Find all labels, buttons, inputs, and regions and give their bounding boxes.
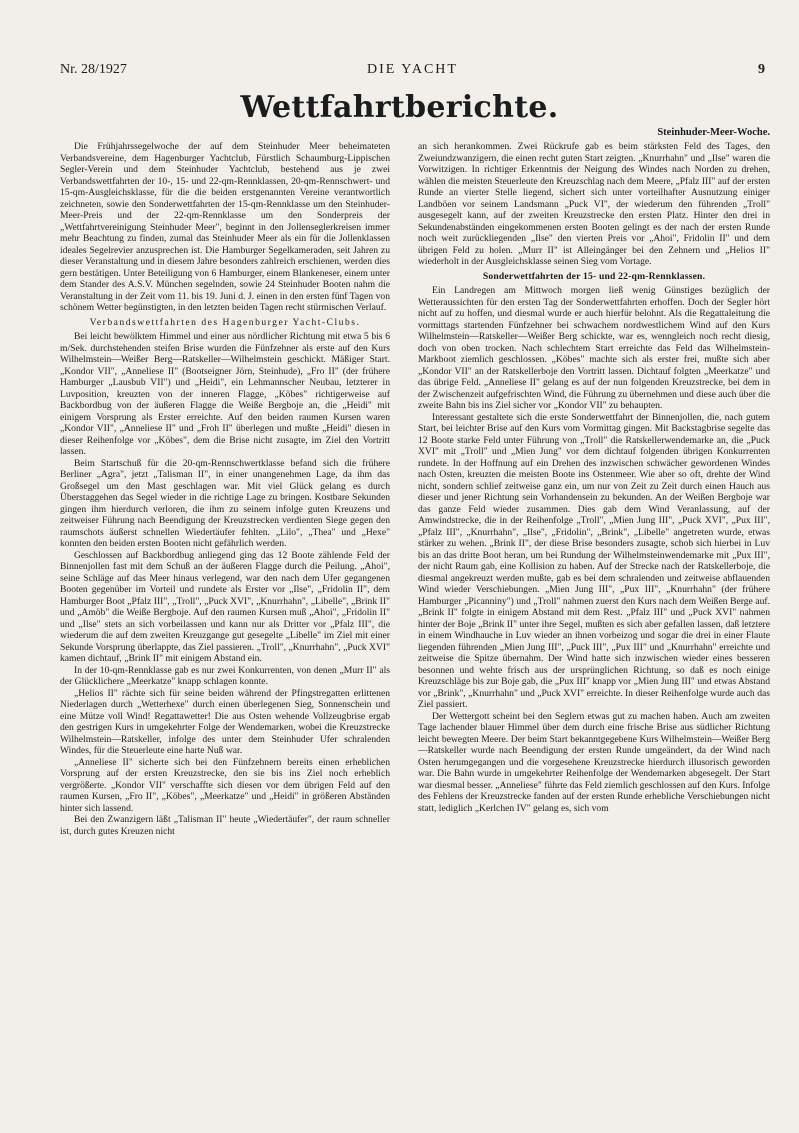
paragraph: Ein Landregen am Mittwoch morgen ließ wenig Günstiges bezüglich der Wetteraussichten für den ersten Tag der Sonderwettfahrten erhoffen. Doch der Segler hört nicht auf zu hoffen, und diesmal wurde er auch hierfür belohnt. Als die Regattaleitung die vormittags startenden Fünfzehner bei schwachem nordwestlichem Wind auf den Kurs Wilhelmstein—Ratskeller—Weißer Berg schickte, war es, wenngleich noch recht diesig, doch von oben trocken. Nach schlechtem Start erreichte das Feld das Wilhelmstein-Markboot ziemlich geschlossen. „Köbes" machte sich als erster frei, mußte sich aber „Kondor VII" an der Ratskellerboje den Vortritt lassen. Dichtauf folgten „Meerkatze" und das übrige Feld. „Anneliese II" gelang es auf der nun folgenden Kreuzstrecke, bei dem in der Zwischenzeit aufgefrischten Wind, die Führung zu übernehmen und diese auch über die zweite Bahn bis ins Ziel sicher vor „Kondor VII" zu behaupten. [418,285,770,411]
section-heading: Sonderwettfahrten der 15- und 22-qm-Rennklassen. [482,270,706,282]
paragraph: Bei den Zwanzigern läßt „Talisman II" heute „Wiedertäufer", der raum schneller ist, durch gutes Kreuzen nicht [60,814,390,837]
paragraph: In der 10-qm-Rennklasse gab es nur zwei Konkurrenten, von denen „Murr II" als der Glücklichere „Meerkatze" knapp schlagen konnte. [60,664,390,687]
running-header [60,62,765,82]
paragraph: „Helios II" rächte sich für seine beiden während der Pfingstregatten erlittenen Niederlagen durch „Wetterhexe" durch einen überlegenen Sieg, Sonnenschein und eine Mütze voll Wind! Regattawetter! Die aus Osten wehende Vollzeugbrise ergab den gestrigen Kurs in umgekehrter Folge der Wendemarken, wobei die Kreuzstrecke Wilhelmstein—Ratskeller, infolge des unter dem Steinhuder Ufer schralenden Windes, für die Steuerleute eine harte Nuß war. [60,687,390,756]
left-column [60,141,390,1101]
article-subtitle: Steinhuder-Meer-Woche. [657,127,770,138]
paragraph: „Anneliese II" sicherte sich bei den Fünfzehnern bereits einen erheblichen Vorsprung auf der ersten Kreuzstrecke, den sie bis ins Ziel noch erheblich vergrößerte. „Kondor VII" verschaffte sich diesen vor dem übrigen Feld auf den raumen Kursen, „Fro II", „Köbes", „Meerkatze" und „Heidi" in größeren Abständen hinter sich lassend. [60,756,390,814]
paragraph: Die Frühjahrssegelwoche der auf dem Steinhuder Meer beheimateten Verbandsvereine, dem Hagenburger Yachtclub, Fürstlich Schaumburg-Lippischen Segler-Verein und dem Steinhuder Yachtclub, bestehend aus je zwei Verbandswettfahrten der 10-, 15- und 22-qm-Rennklassen, 20-qm-Rennschwert- und 15-qm-Ausgleichsklasse, für die die beiden erstgenannten Vereine verantwortlich zeichneten, sowie den Sonderwettfahrten der 15-qm-Rennklasse um den Steinhuder-Meer-Preis und der 22-qm-Rennklasse um den Sonderpreis der „Wettfahrtvereinigung Steinhuder Meer", beginnt in den Jollenseglerkreisen immer mehr Beachtung zu finden, zumal das Steinhuder Meer als ein für die Jollenklassen ideales Segelrevier anzusprechen ist. Die Hamburger Segelkameraden, seit Jahren zu dieser Veranstaltung und in diesem Jahre besonders zahlreich erschienen, werden dies gern bestätigen. Unter Beteiligung von 6 Hamburger, einem Blankeneser, einem unter dem Stander des A.S.V. München segelnden, sowie 24 Steinhuder Booten nahm die Veranstaltung in der Zeit vom 11. bis 19. Juni d. J. einen in den ersten fünf Tagen von schönem Wetter begünstigten, in den letzten beiden Tagen recht stürmischen Verlauf. [60,141,390,313]
paragraph: Bei leicht bewölktem Himmel und einer aus nördlicher Richtung mit etwa 5 bis 6 m/Sek. durchstehenden steifen Brise wurden die Fünfzehner als erste auf den Kurs Wilhelmstein—Weißer Berg—Ratskeller—Wilhelmstein geschickt. Mäßiger Start. „Kondor VII", „Anneliese II" (Bootseigner Jörn, Steinhude), „Fro II" (der frühere Hamburger „Lausbub VII") und „Heidi", ein Lehmannscher Neubau, letzterer in Luvposition, kreuzten von der inneren Flagge, „Köbes" richtigerweise auf Backbordbug von der äußeren Flagge die Weiße Bergboje an, die „Heidi" mit einigem Vorsprung als Erster erreichte. Auf den beiden raumen Kursen waren „Kondor VII", „Anneliese II" und „Froh II" überlegen und mußte „Heidi" diesen in dieser Reihenfolge vor „Köbes", dem die Brise nicht zusagte, im Ziel den Vortritt lassen. [60,331,390,457]
paragraph: an sich herankommen. Zwei Rückrufe gab es beim stärksten Feld des Tages, den Zweiundzwanzigern, die einen recht guten Start zeigten. „Knurrhahn" und „Ilse" waren die Vorwitzigen. In richtiger Erkenntnis der Neigung des Windes nach Norden zu drehen, wählen die meisten Steuerleute den Kreuzschlag nach dem Meere, „Pfalz III" auf der ersten Runde an vierter Stelle liegend, sichert sich unter vorteilhafter Ausnutzung einiger Landböen vor seinem Landsmann „Puck VI", der wiederum den führenden „Troll" ausgesegelt kann, auf der zweiten Kreuzstrecke den ersten Platz. Hinter den drei in Sekundenabständen eingekommenen ersten Booten gelingt es der nach der ersten Runde noch weit zurückliegenden „Ilse" den vierten Preis vor „Ahoi", Fridolin II" und dem übrigen Feld zu holen. „Murr II" ist Alleingänger bei den Zehnern und „Helios II" wiederholt in der Ausgleichsklasse seinen Sieg vom Vortage. [418,141,770,267]
magazine-name: DIE YACHT [367,62,458,77]
paragraph: Der Wettergott scheint bei den Seglern etwas gut zu machen haben. Auch am zweiten Tage lachender blauer Himmel über dem durch eine frische Brise aus südlicher Richtung leicht bewegten Meere. Der beim Start bekanntgegebene Kurs Wilhelmstein—Weißer Berg—Ratskeller wurde nach Beendigung der ersten Runde umgeändert, da der Wind nach Osten herumgegangen und die vorgesehene Kreuzstrecke hierdurch illusorisch geworden war. Die Bahn wurde in umgekehrter Reihenfolge der Wendemarken abgesegelt. Der Start war diesmal besser. „Anneliese" führte das Feld ziemlich geschlossen auf den Kurs. Infolge des Fehlens der Kreuzstrecke fanden auf der ersten Runde erhebliche Verschiebungen nicht statt, lediglich „Kerlchen IV" gelang es, sich vom [418,710,770,814]
section-heading: Verbandswettfahrten des Hagenburger Yacht-Clubs. [89,316,361,328]
right-column [418,141,770,1101]
paragraph: Geschlossen auf Backbordbug anliegend ging das 12 Boote zählende Feld der Binnenjollen fast mit dem Schuß an der äußeren Flagge durch die Peilung. „Ahoi", seine Schläge auf das Meer hinaus verlegend, war den nach dem Ufer gegangenen Booten gegenüber im Vorteil und rundete als Erster vor „Ilse", „Fridolin II", dem Hamburger Boot „Pfalz III", „Troll", „Puck XVI", „Knurrhahn", „Libelle", „Brink II" und „Amöb" die Weiße Bergboje. Auf den raumen Kursen muß „Ahoi", „Fridolin II" und „Ilse" stets an sich vorbeilassen und kann nur als Dritter vor „Pfalz III", die wiederum die auf dem zweiten Kreuzgange gut gesegelte „Libelle" im Ziel mit einer Sekunde Vorsprung überlappte, das Ziel passieren. „Troll", „Knurrhahn", „Puck XVI" kamen dichtauf, „Brink II" mit einigem Abstand ein. [60,549,390,664]
issue-number: Nr. 28/1927 [60,62,127,77]
paragraph: Interessant gestaltete sich die erste Sonderwettfahrt der Binnenjollen, die, nach gutem Start, bei leichter Brise auf den Kurs vom Vormittag gingen. Mit Backstagbrise segelte das 12 Boote starke Feld unter Führung von „Troll" die Ratskellerwendemarke an, die „Puck XVI" mit „Troll" und „Mien Jung" vor dem dichtauf folgenden übrigen Konkurrenten rundete. In der Hoffnung auf ein Drehen des inzwischen schwächer gewordenen Windes nach Osten, kreuzten die meisten Boote ins Ostenmeer. Wie aber so oft, drehte der Wind nicht, sondern schlief zeitweise ganz ein, um nur von Zeit zu Zeit durch einen Hauch aus dieser und jener Richtung sein Vorhandensein zu bekunden. An der Weißen Bergboje war das ganze Feld wieder zusammen. Dies gab dem Wind Veranlassung, auf der Amwindstrecke, die in der Reihenfolge „Troll", „Mien Jung III", „Puck XVI", „Pux III", „Pfalz III", „Knurrhahn", „Ilse", „Fridolin", „Brink", „Libelle" angetreten wurde, etwas stärker zu wehen. „Brink II", der diese Brise besonders zusagte, schob sich hierbei in Luv bis an das dritte Boot heran, um bei Rundung der Wilhelmsteinwendemarke mit „Pux III", der nicht Raum gab, eine Kollision zu haben. Auf der Strecke nach der Ratskellerboje, die diesmal angekreuzt werden mußte, gab es bei dem schralenden und zeitweise abflauenden Wind wieder Verschiebungen. „Mien Jung III", „Pux III", „Knurrhahn" (der frühere Hamburger „Picanniny") und „Troll" nahmen zuerst den Kurs nach dem Weißen Berge auf. „Brink II" folgte in einigem Abstand mit dem Rest. „Pfalz III" und „Puck XVI" nahmen hinter der Boje „Brink II" unter ihre Segel, mußten es sich aber gefallen lassen, daß letztere in einem Windhauche in Luv wieder an ihnen vorbeizog und sogar die drei in einer Flaute liegenden führenden „Mien Jung III", „Puck III", „Pux III" und „Knurrhahn" erreichte und zeitweise die Spitze übernahm. Der Wind hatte sich inzwischen wieder eines besseren besonnen und wehte frisch aus der ursprünglichen Richtung, so daß es noch einige Kreuzschläge bis zur Boje gab, die „Pux III" knapp vor „Mien Jung III" und etwas Abstand vor „Brink", „Knurrhahn" und „Puck XVI" erreichte. In dieser Reihenfolge wurde auch das Ziel passiert. [418,411,770,710]
page-number: 9 [758,62,765,77]
paragraph: Beim Startschuß für die 20-qm-Rennschwertklasse befand sich die frühere Berliner „Agra", jetzt „Talisman II", in einer unangenehmen Lage, da ihm das Großsegel um den Mast geschlagen war. Mit viel Glück gelang es durch Überstaggehen das Segel wieder in die richtige Lage zu bringen. Kostbare Sekunden gingen ihm hierdurch verloren, die ihm zu seinem infolge guten Kreuzens und zeitweiser Führung nach Beendigung der Kreuzstrecken verdienten Siege gegen den raumschots äußerst schnellen Wiedertäufer fehlten. „Lilo", „Thea" und „Hexe" konnten den beiden ersten Booten nicht gefährlich werden. [60,457,390,549]
article-title: Wettfahrtberichte. [240,90,559,125]
